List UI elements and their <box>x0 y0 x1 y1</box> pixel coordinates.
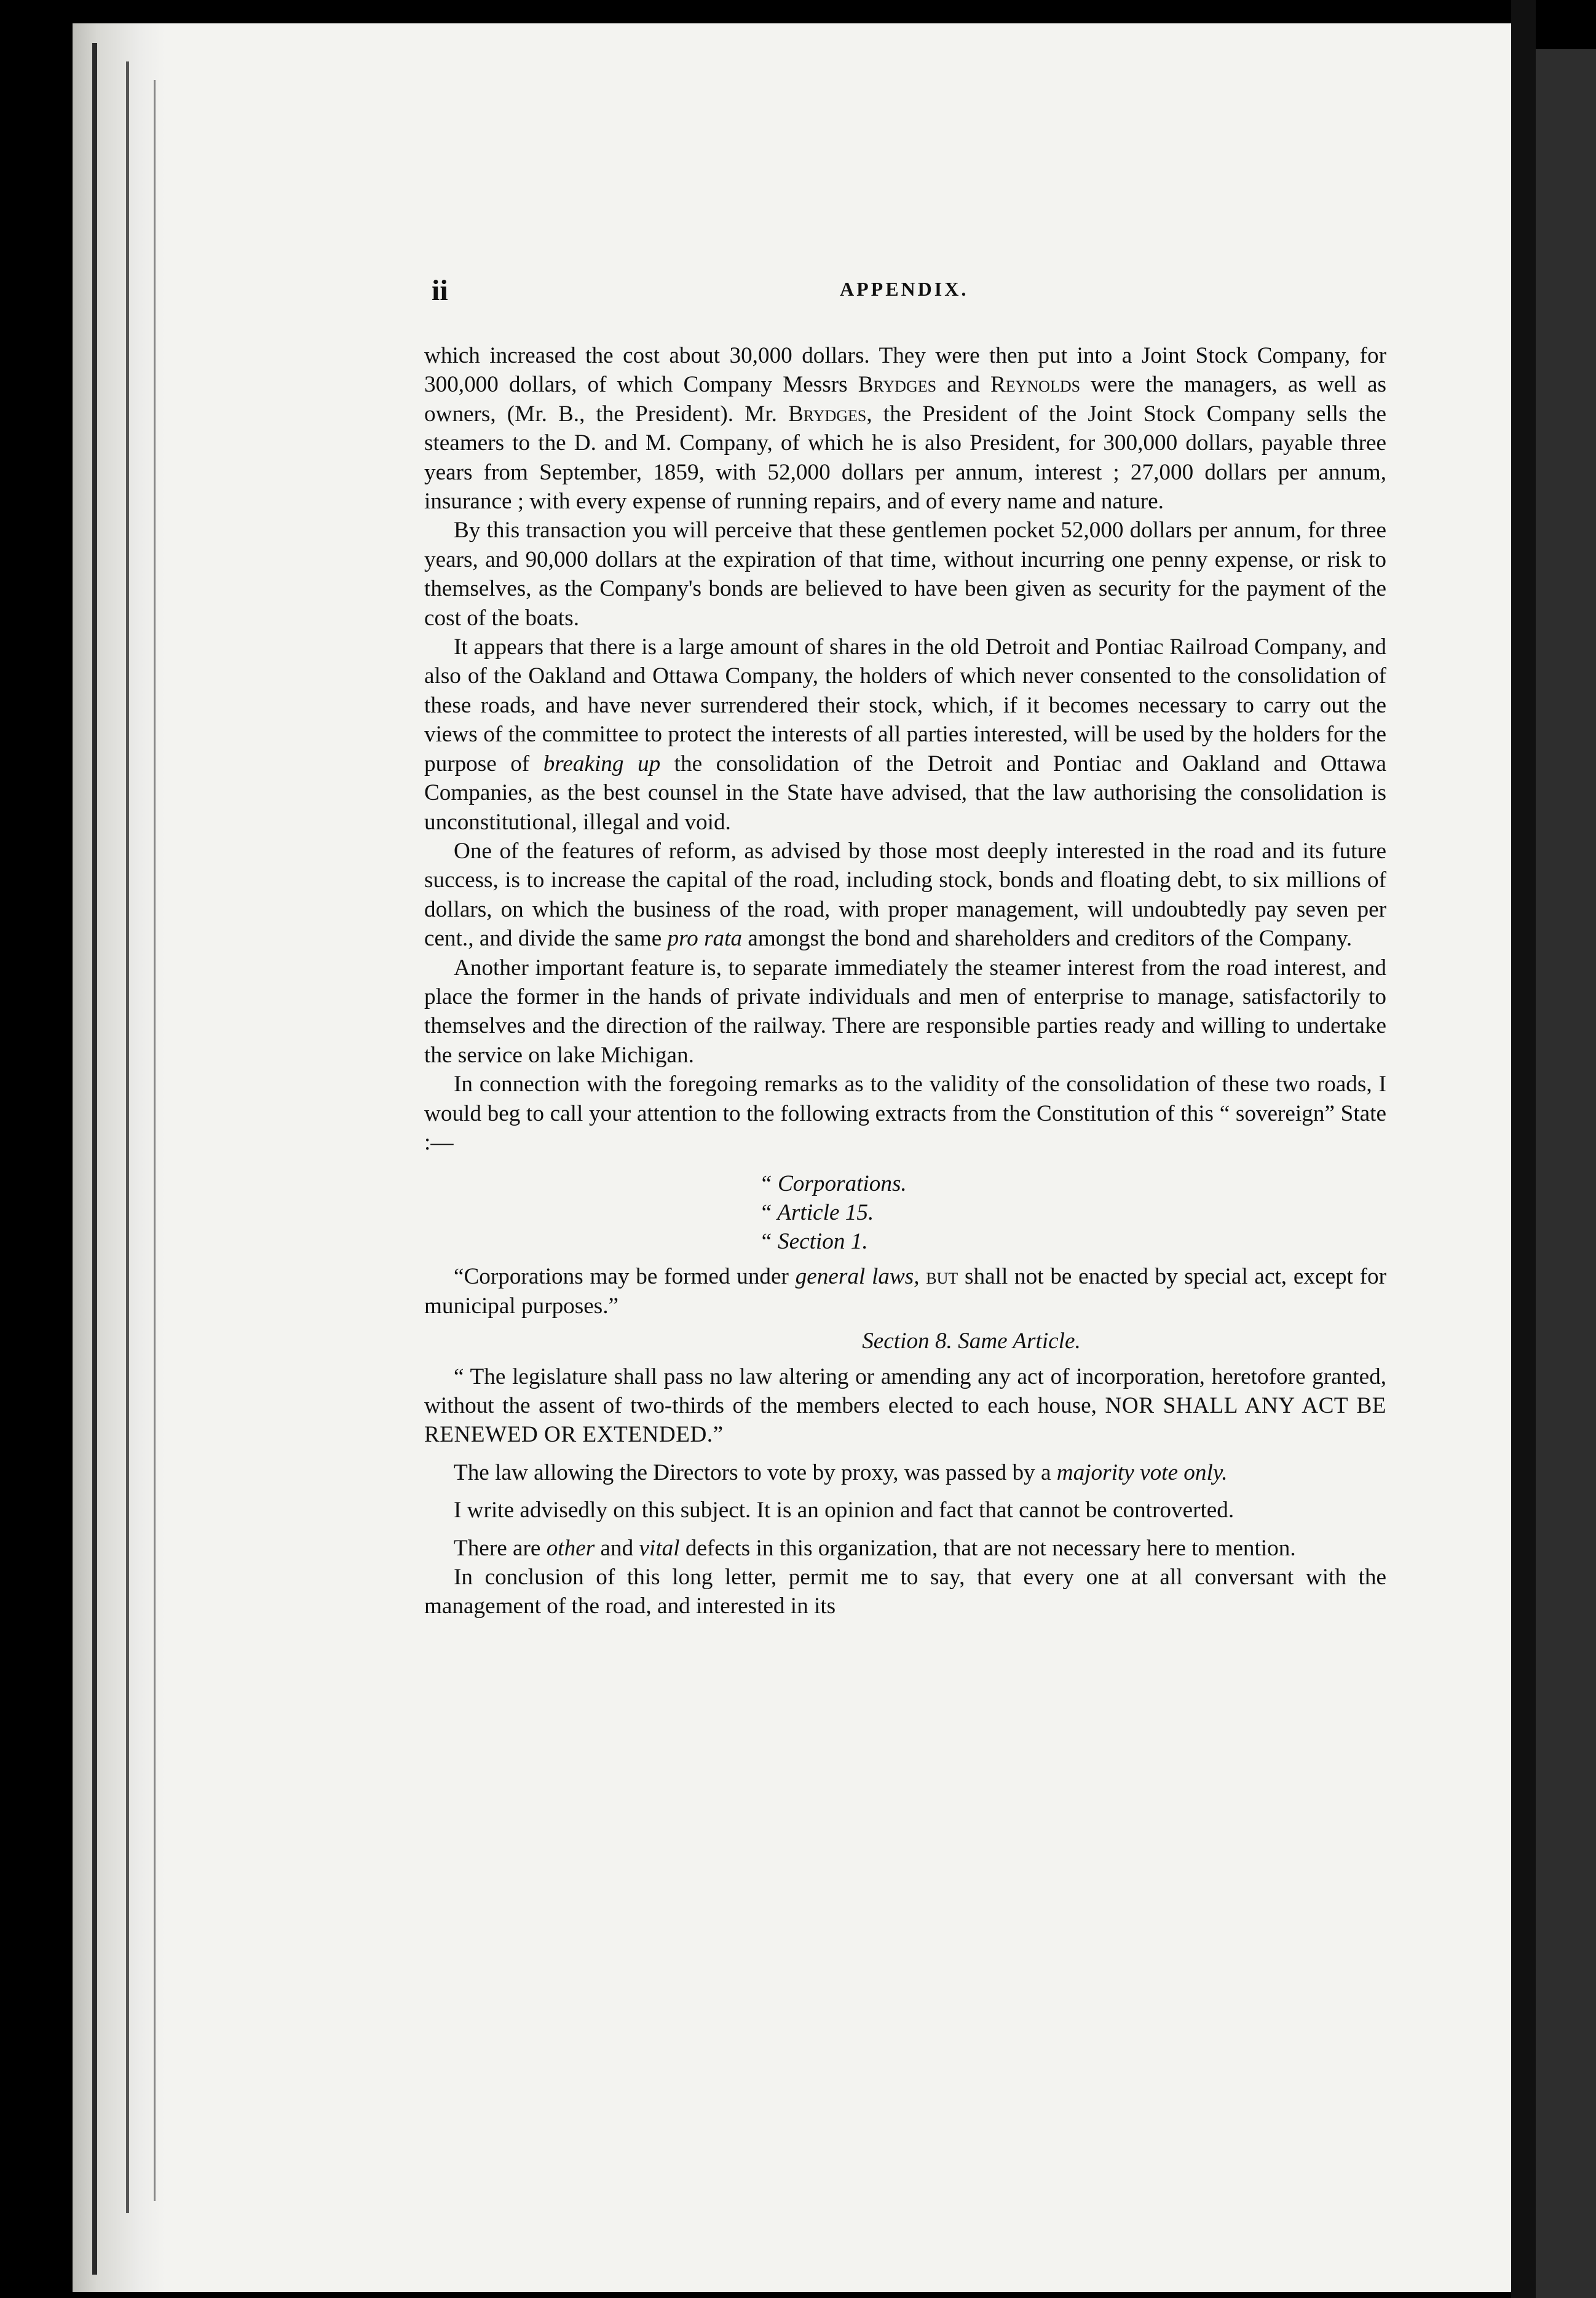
paragraph: The law allowing the Directors to vote by proxy, was passed by a majority vote only. <box>454 1459 1228 1485</box>
page-edge-line <box>154 80 156 2201</box>
paragraph: There are other and vital defects in this organization, that are not necessary here to mention. <box>454 1535 1296 1561</box>
paragraph: In connection with the foregoing remarks as to the validity of the consolidation of these two roads, I would beg to call your attention to the following extracts from the Constitution of this “ sovereign” State :— <box>424 1072 1386 1155</box>
body-text <box>424 341 1386 1621</box>
paragraph: I write advisedly on this subject. It is an opinion and fact that cannot be controverted. <box>454 1498 1235 1523</box>
constitution-headings <box>759 1169 1386 1256</box>
page-number: ii <box>432 274 448 307</box>
section-heading: Section 8. Same Article. <box>862 1329 1081 1354</box>
paragraph: Another important feature is, to separate immediately the steamer interest from the road interest, and place the former in the hands of private individuals and men of enterprise to manage, satisfactorily to themselves and the direction of the railway. There are responsible parties ready and willing to undertake the service on lake Michigan. <box>424 955 1386 1068</box>
page-edge-line <box>126 61 129 2213</box>
heading-article: “ Article 15. <box>759 1200 874 1226</box>
heading-corporations: “ Corporations. <box>759 1171 907 1197</box>
page-edge-shadow <box>73 23 165 2292</box>
quotation: “Corporations may be formed under general laws, but shall not be enacted by special act, except for municipal purposes.” <box>424 1264 1386 1319</box>
paragraph: One of the features of reform, as advised by those most deeply interested in the road and its future success, is to increase the capital of the road, including stock, bonds and floating debt, to six millions of dollars, on which the business of the road, with proper management, will undoubtedly pay seven per cent., and divide the same pro rata amongst the bond and shareholders and creditors of the Company. <box>424 838 1386 952</box>
page-edge-line <box>92 43 97 2275</box>
running-head: APPENDIX. <box>840 278 969 300</box>
paragraph: In conclusion of this long letter, permit me to say, that every one at all conversant with the management of the road, and interested in its <box>424 1565 1386 1619</box>
quotation: “ The legislature shall pass no law altering or amending any act of incorporation, heretofore granted, without the assent of two-thirds of the members elected to each house, NOR SHALL ANY ACT BE RENEWED OR EXTENDED.” <box>424 1364 1387 1448</box>
paragraph: which increased the cost about 30,000 dollars. They were then put into a Joint Stock Company, for 300,000 dollars, of which Company Messrs Brydges and Reynolds were the managers, as well as owners, (Mr. B., the President). Mr. Brydges, the President of the Joint Stock Company sells the steamers to the D. and M. Company, of which he is also President, for 300,000 dollars, payable three years from September, 1859, with 52,000 dollars per annum, interest ; 27,000 dollars per annum, insurance ; with every expense of running repairs, and of every name and nature. <box>424 343 1386 515</box>
book-gutter <box>1511 0 1536 2298</box>
facing-page-edge <box>1536 49 1596 2298</box>
paragraph: It appears that there is a large amount of shares in the old Detroit and Pontiac Railroad Company, and also of the Oakland and Ottawa Company, the holders of which never consented to the consolidation of these roads, and have never surrendered their stock, which, if it becomes necessary to carry out the views of the committee to protect the interests of all parties interested, will be used by the holders for the purpose of breaking up the consolidation of the Detroit and Pontiac and Oakland and Ottawa Companies, as the best counsel in the State have advised, that the law authorising the consolidation is unconstitutional, illegal and void. <box>424 634 1387 835</box>
paragraph: By this transaction you will perceive that these gentlemen pocket 52,000 dollars per annum, for three years, and 90,000 dollars at the expiration of that time, without incurring one penny expense, or risk to themselves, as the Company's bonds are believed to have been given as security for the payment of the cost of the boats. <box>424 518 1386 631</box>
heading-section: “ Section 1. <box>759 1229 868 1255</box>
